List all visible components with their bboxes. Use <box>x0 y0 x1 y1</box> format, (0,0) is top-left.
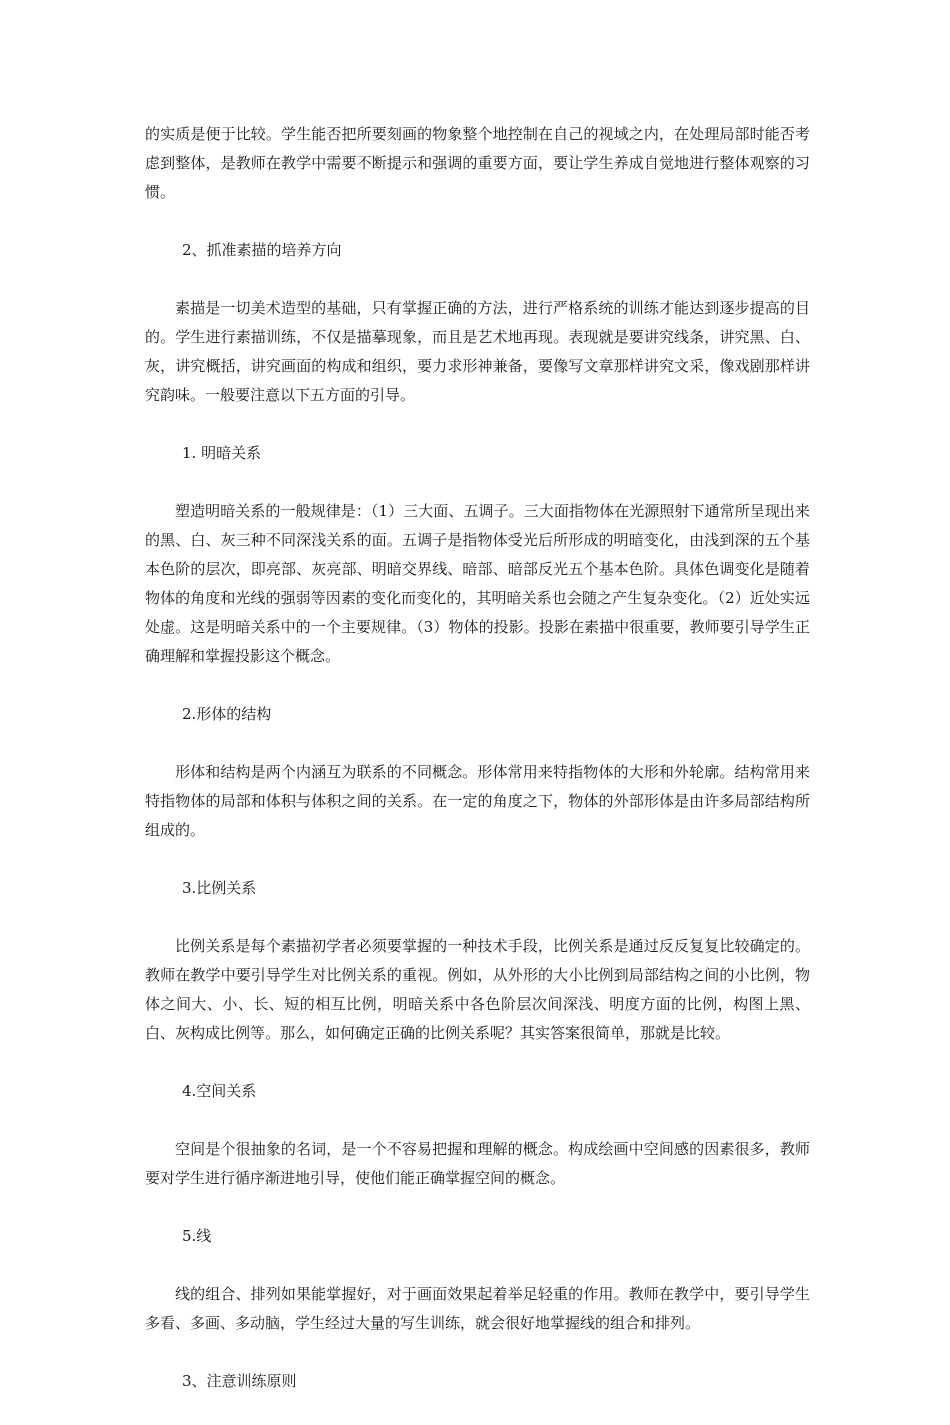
subheading-line: 5.线 <box>182 1227 212 1245</box>
paragraph-light-shadow: 塑造明暗关系的一般规律是：（1）三大面、五调子。三大面指物体在光源照射下通常所呈现出来的黑、白、灰三种不同深浅关系的面。五调子是指物体受光后所形成的明暗变化，由浅到深的五个基本色阶的层次，即亮部、灰亮部、明暗交界线、暗部、暗部反光五个基本色阶。具体色调变化是随着物体的角度和光线的强弱等因素的变化而变化的，其明暗关系也会随之产生复杂变化。（2）近处实远处虚。这是明暗关系中的一个主要规律。（3）物体的投影。投影在素描中很重要，教师要引导学生正确理解和掌握投影这个概念。 <box>145 502 810 665</box>
paragraph-line: 线的组合、排列如果能掌握好，对于画面效果起着举足轻重的作用。教师在教学中，要引导学生多看、多画、多动脑，学生经过大量的写生训练，就会很好地掌握线的组合和排列。 <box>145 1285 810 1332</box>
section-heading-3: 3、注意训练原则 <box>182 1372 297 1390</box>
paragraph-intro-continued: 的实质是便于比较。学生能否把所要刻画的物象整个地控制在自己的视域之内，在处理局部时能否考虑到整体，是教师在教学中需要不断提示和强调的重要方面，要让学生养成自觉地进行整体观察的习惯。 <box>145 125 810 201</box>
subheading-form-structure: 2.形体的结构 <box>182 705 272 723</box>
subheading-light-shadow: 1. 明暗关系 <box>182 444 262 462</box>
subheading-proportion: 3.比例关系 <box>182 879 257 897</box>
subheading-space: 4.空间关系 <box>182 1082 257 1100</box>
section-heading-2: 2、抓准素描的培养方向 <box>182 241 342 259</box>
paragraph-form-structure: 形体和结构是两个内涵互为联系的不同概念。形体常用来特指物体的大形和外轮廓。结构常用来特指物体的局部和体积与体积之间的关系。在一定的角度之下，物体的外部形体是由许多局部结构所组成的。 <box>145 763 810 839</box>
paragraph-space: 空间是个很抽象的名词，是一个不容易把握和理解的概念。构成绘画中空间感的因素很多，教师要对学生进行循序渐进地引导，使他们能正确掌握空间的概念。 <box>145 1140 810 1187</box>
paragraph-proportion: 比例关系是每个素描初学者必须要掌握的一种技术手段，比例关系是通过反反复复比较确定的。教师在教学中要引导学生对比例关系的重视。例如，从外形的大小比例到局部结构之间的小比例，物体之间大、小、长、短的相互比例，明暗关系中各色阶层次间深浅、明度方面的比例，构图上黑、白、灰构成比例等。那么，如何确定正确的比例关系呢？其实答案很简单，那就是比较。 <box>145 937 810 1042</box>
paragraph-sketch-basis: 素描是一切美术造型的基础，只有掌握正确的方法，进行严格系统的训练才能达到逐步提高的目的。学生进行素描训练，不仅是描摹现象，而且是艺术地再现。表现就是要讲究线条，讲究黑、白、灰，讲究概括，讲究画面的构成和组织，要力求形神兼备，要像写文章那样讲究文采，像戏剧那样讲究韵味。一般要注意以下五方面的引导。 <box>145 299 810 404</box>
document-page <box>145 120 810 1425</box>
